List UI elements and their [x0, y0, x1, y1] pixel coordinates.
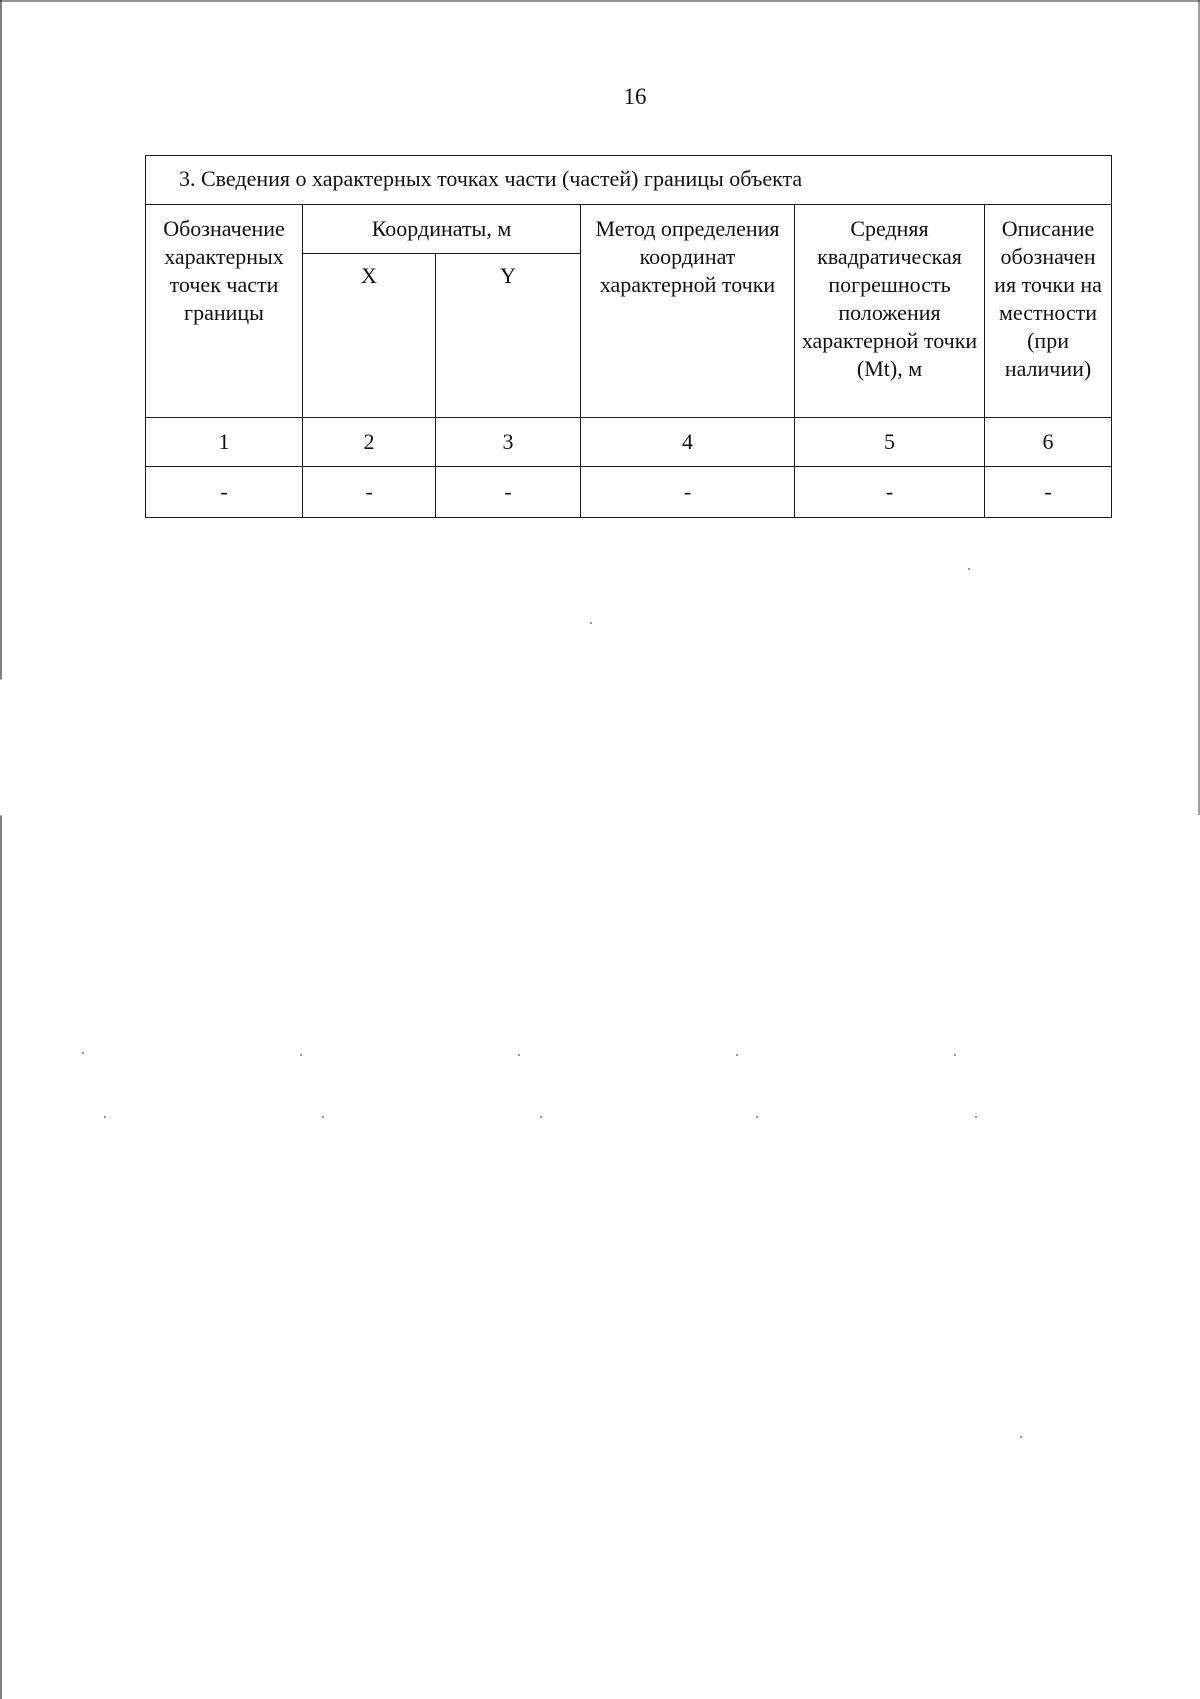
table-row	[146, 467, 1112, 518]
header-method: Метод определения координат характерной точки	[581, 205, 795, 418]
column-number: 4	[581, 418, 795, 467]
header-coordinates: Координаты, м	[303, 205, 581, 254]
header-error: Средняя квадратическая погрешность положения характерной точки (Mt), м	[795, 205, 985, 418]
scan-speck	[736, 1054, 738, 1056]
table-cell: -	[436, 467, 581, 518]
section-title-row	[146, 156, 1112, 205]
scan-speck	[540, 1116, 542, 1118]
scan-edge-top	[0, 0, 1200, 2]
table-cell: -	[146, 467, 303, 518]
column-number-row	[146, 418, 1112, 467]
column-number: 2	[303, 418, 436, 467]
column-number: 3	[436, 418, 581, 467]
table-cell: -	[303, 467, 436, 518]
scan-speck	[1020, 1436, 1022, 1438]
scan-speck	[954, 1054, 956, 1056]
column-number: 1	[146, 418, 303, 467]
header-y: Y	[436, 254, 581, 418]
scan-speck	[300, 1054, 302, 1056]
header-designation: Обозначение характерных точек части границы	[146, 205, 303, 418]
scan-speck	[518, 1054, 520, 1056]
scan-speck	[968, 568, 970, 570]
header-row	[146, 205, 1112, 254]
boundary-points-table	[145, 155, 1112, 518]
scan-speck	[104, 1116, 106, 1118]
scan-speck	[590, 622, 592, 624]
scan-speck	[975, 1116, 977, 1118]
header-description: Описание обозначен ия точки на местности (при наличии)	[985, 205, 1112, 418]
table-cell: -	[795, 467, 985, 518]
page-number: 16	[623, 84, 647, 109]
column-number: 6	[985, 418, 1112, 467]
header-x: X	[303, 254, 436, 418]
table-cell: -	[985, 467, 1112, 518]
table-cell: -	[581, 467, 795, 518]
scan-speck	[756, 1116, 758, 1118]
scan-edge-left	[0, 0, 2, 1699]
column-number: 5	[795, 418, 985, 467]
scan-speck	[322, 1116, 324, 1118]
scan-speck	[82, 1052, 84, 1054]
section-title: 3. Сведения о характерных точках части (частей) границы объекта	[146, 156, 1112, 205]
